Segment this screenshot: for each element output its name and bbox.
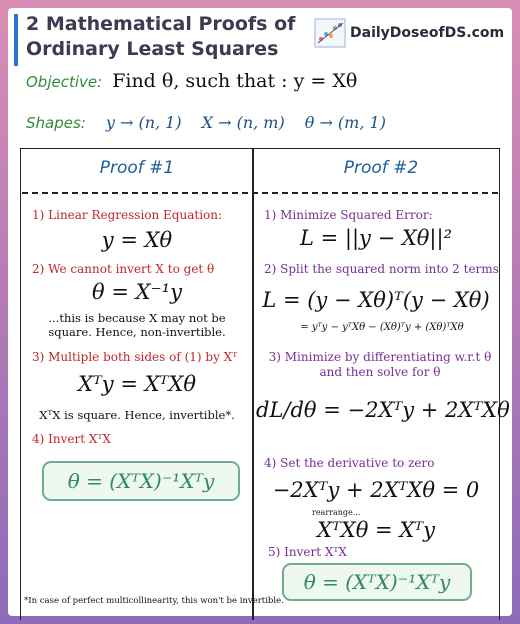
proof2-eq2-expansion: = yᵀy − yᵀXθ − (Xθ)ᵀy + (Xθ)ᵀXθ [300, 322, 464, 333]
objective-label: Objective: [26, 73, 103, 91]
proof1-footnote: *In case of perfect multicollinearity, this won't be invertible. [24, 596, 284, 606]
objective-row [26, 70, 357, 92]
proof1-step2: 2) We cannot invert X to get θ [32, 262, 215, 276]
objective-statement: Find θ, such that : y = Xθ [112, 70, 358, 92]
proof2-rearrange-note: rearrange... [312, 508, 361, 517]
proof2-result-box: θ = (XᵀX)⁻¹Xᵀy [282, 563, 472, 601]
proof1-eq1: y = Xθ [101, 228, 173, 252]
proof1-step3: 3) Multiple both sides of (1) by Xᵀ [32, 350, 238, 364]
proof2-step3: 3) Minimize by differentiating w.r.t θ and then solve for θ [268, 350, 492, 379]
proof2-step5: 5) Invert XᵀX [268, 545, 347, 559]
shape-x: X → (n, m) [201, 113, 285, 132]
proof2-eq3: dL/dθ = −2Xᵀy + 2XᵀXθ [256, 398, 510, 422]
proof2-eq5: XᵀXθ = Xᵀy [317, 518, 435, 542]
proof1-note3: XᵀX is square. Hence, invertible*. [39, 408, 235, 422]
proof1-step1: 1) Linear Regression Equation: [32, 208, 223, 222]
proof2-eq4: −2Xᵀy + 2XᵀXθ = 0 [272, 478, 480, 502]
proof1-step4: 4) Invert XᵀX [32, 432, 111, 446]
scatter-chart-icon [314, 18, 346, 48]
page-title: 2 Mathematical Proofs of Ordinary Least Squares [26, 13, 296, 60]
proof2-step1: 1) Minimize Squared Error: [264, 208, 433, 222]
proof1-heading: Proof #1 [99, 158, 175, 178]
brand-name: DailyDoseofDS.com [350, 25, 505, 41]
proof2-eq1: L = ||y − Xθ||² [299, 226, 452, 250]
column-divider [252, 148, 254, 620]
shape-y: y → (n, 1) [105, 113, 182, 132]
proof1-note2: ...this is because X may not be square. Hence, non-invertible. [48, 311, 226, 339]
proof1-result-box: θ = (XᵀX)⁻¹Xᵀy [42, 461, 240, 501]
title-accent-bar [14, 14, 18, 66]
proof2-eq2: L = (y − Xθ)ᵀ(y − Xθ) [262, 288, 490, 312]
shapes-label: Shapes: [26, 114, 86, 132]
shapes-row [26, 113, 386, 132]
proof1-eq3: Xᵀy = XᵀXθ [78, 372, 196, 396]
shape-theta: θ → (m, 1) [304, 113, 386, 132]
proof2-heading: Proof #2 [343, 158, 419, 178]
header-dashed-separator [22, 192, 498, 194]
proof1-eq2: θ = X⁻¹y [92, 280, 182, 304]
proof2-step2: 2) Split the squared norm into 2 terms [264, 262, 499, 276]
proof2-step4: 4) Set the derivative to zero [264, 456, 435, 470]
brand-logo [314, 18, 504, 48]
